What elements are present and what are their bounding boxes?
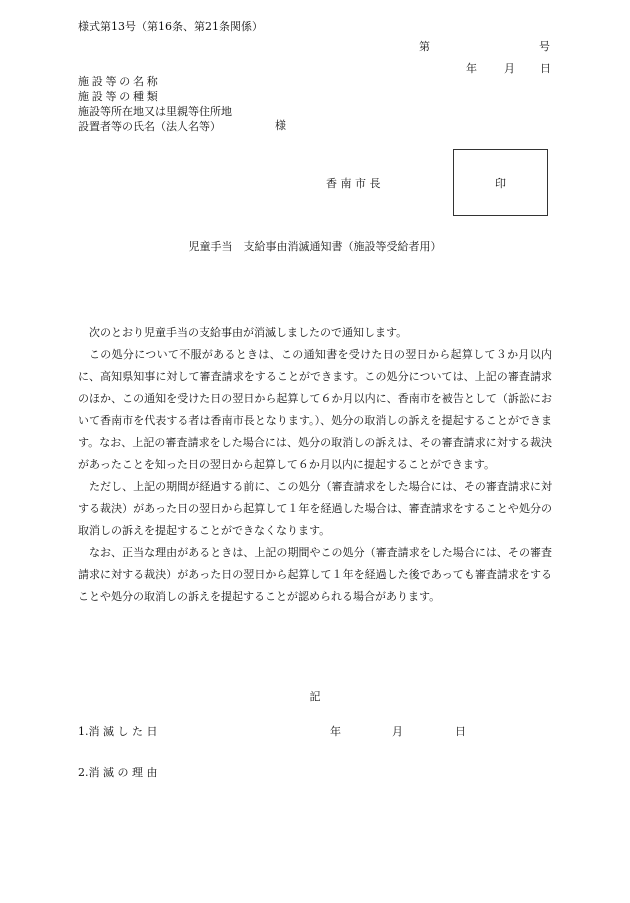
- extinction-date-field[interactable]: [180, 723, 320, 739]
- seal-label: 印: [495, 176, 506, 190]
- extinction-date-year: 年: [330, 725, 341, 738]
- issuer-title: 香 南 市 長: [326, 177, 381, 190]
- facility-type-label: 施設等の種類: [78, 90, 161, 103]
- body-paragraph-3: ただし、上記の期間が経過する前に、この処分（審査請求をした場合には、その審査請求に対する裁決）があった日の翌日から起算して１年を経過した場合は、審査請求をすることや処分の取消しの訴えを提起することができなくなります。: [78, 480, 552, 537]
- notice-body: [78, 322, 552, 608]
- ki-heading: 記: [309, 690, 321, 703]
- extinction-date-month: 月: [392, 725, 403, 738]
- extinction-reason-field[interactable]: [180, 764, 552, 780]
- document-number-suffix: 号: [539, 40, 550, 53]
- facility-name-label: 施設等の名称: [78, 75, 161, 88]
- extinction-date-day: 日: [455, 725, 466, 738]
- body-paragraph-4: なお、正当な理由があるときは、上記の期間やこの処分（審査請求をした場合には、その審査請求に対する裁決）があった日の翌日から起算して１年を経過した後であっても審査請求をすることや処分の取消しの訴えを提起することが認められる場合があります。: [78, 546, 552, 603]
- issue-date-year: 年: [466, 62, 477, 75]
- facility-address-label: 施設等所在地又は里親等住所地: [78, 105, 232, 118]
- issue-date-month: 月: [504, 62, 515, 75]
- body-paragraph-2: この処分について不服があるときは、この通知書を受けた日の翌日から起算して３か月以内に、高知県知事に対して審査請求をすることができます。この処分については、上記の審査請求のほか、この通知を受けた日の翌日から起算して６か月以内に、香南市を被告として（訴訟において香南市を代表する者は香南市長となります。）、処分の取消しの訴えを提起することができます。なお、上記の審査請求をした場合には、処分の取消しの訴えは、その審査請求に対する裁決があったことを知った日の翌日から起算して６か月以内に提起することができます。: [78, 348, 552, 471]
- founder-name-label: 設置者等の氏名（法人名等）: [78, 120, 221, 133]
- addressee-honorific: 様: [275, 119, 286, 132]
- extinction-reason-label: 2.消 滅 の 理 由: [78, 766, 158, 779]
- document-number-prefix: 第: [419, 40, 430, 53]
- seal-box: [453, 149, 548, 216]
- extinction-date-label: 1.消 滅 し た 日: [78, 725, 158, 738]
- document-title: 児童手当 支給事由消滅通知書（施設等受給者用）: [188, 240, 442, 253]
- issue-date-day: 日: [540, 62, 551, 75]
- body-paragraph-1: 次のとおり児童手当の支給事由が消滅しましたので通知します。: [89, 326, 408, 339]
- addressee-block: [78, 74, 232, 134]
- form-reference: 様式第13号（第16条、第21条関係）: [78, 20, 263, 33]
